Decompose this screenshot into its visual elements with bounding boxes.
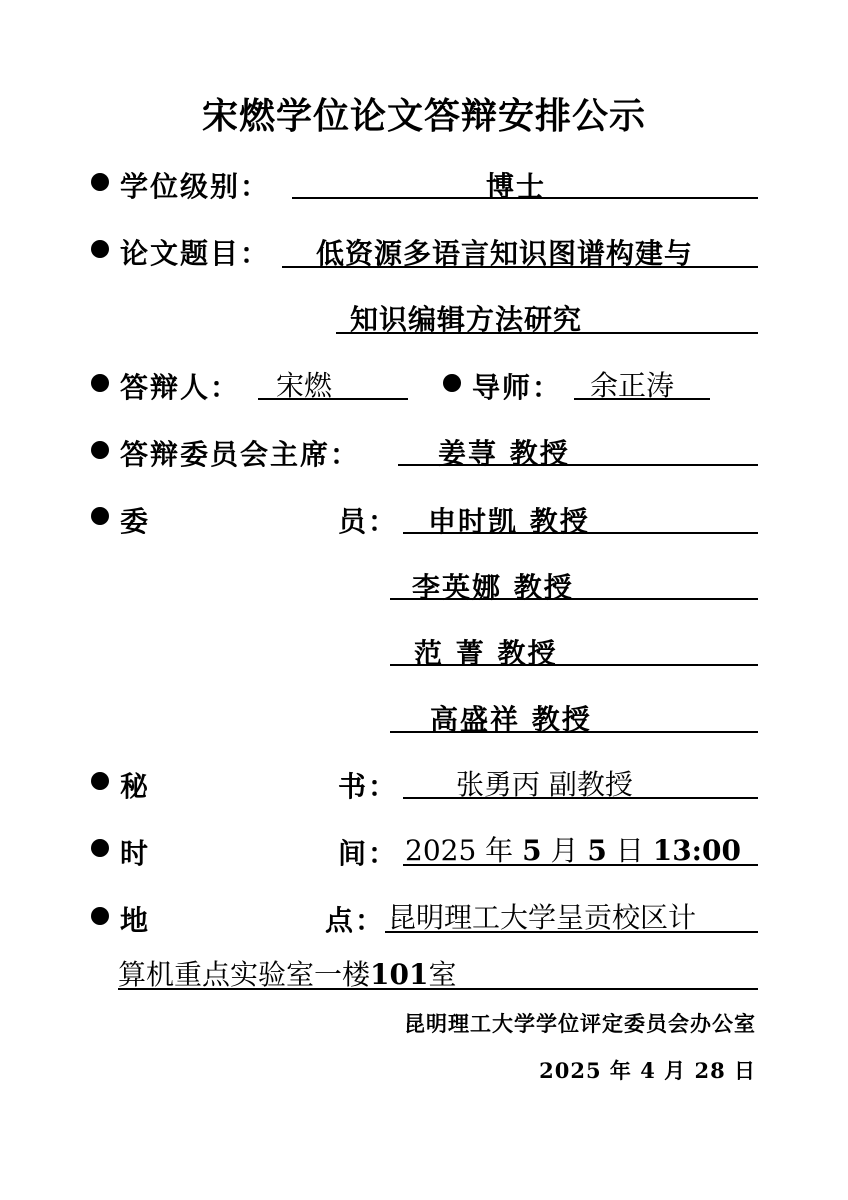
thesis-title-line2: 知识编辑方法研究 bbox=[350, 303, 583, 336]
bullet-icon bbox=[91, 772, 109, 790]
time-month: 5 bbox=[522, 834, 542, 867]
location-label-right: 点： bbox=[325, 904, 386, 937]
member-2: 李英娜 教授 bbox=[412, 571, 574, 604]
footer-date: 2025 年 4 月 28 日 bbox=[539, 1058, 756, 1083]
bullet-icon bbox=[91, 839, 109, 857]
bullet-icon bbox=[443, 374, 461, 392]
members-label-left: 委 bbox=[120, 505, 151, 538]
bullet-icon bbox=[91, 374, 109, 392]
time-year-unit: 年 bbox=[485, 834, 514, 867]
members-label-right: 员： bbox=[338, 505, 399, 538]
time-day: 5 bbox=[587, 834, 607, 867]
degree-label: 学位级别： bbox=[120, 170, 271, 203]
location-line1: 昆明理工大学呈贡校区计 bbox=[388, 901, 697, 934]
member-1: 申时凯 教授 bbox=[428, 505, 590, 538]
time-month-unit: 月 bbox=[550, 834, 579, 867]
thesis-label: 论文题目： bbox=[120, 237, 271, 270]
member-4: 高盛祥 教授 bbox=[430, 703, 592, 736]
secretary-value: 张勇丙 副教授 bbox=[456, 768, 633, 801]
secretary-label-left: 秘 bbox=[120, 770, 151, 803]
defender-label: 答辩人： bbox=[120, 371, 241, 404]
bullet-icon bbox=[91, 507, 109, 525]
location-line2-text: 算机重点实验室一楼 bbox=[118, 958, 371, 991]
member-3: 范 菁 教授 bbox=[414, 637, 558, 670]
chair-label: 答辩委员会主席： bbox=[120, 438, 361, 471]
time-label-right: 间： bbox=[338, 837, 399, 870]
secretary-label-right: 书： bbox=[338, 770, 399, 803]
location-room-unit: 室 bbox=[428, 958, 457, 991]
advisor-label: 导师： bbox=[472, 371, 563, 404]
thesis-title-line1: 低资源多语言知识图谱构建与 bbox=[316, 237, 694, 270]
page-title: 宋燃学位论文答辩安排公示 bbox=[201, 96, 646, 137]
footer-org: 昆明理工大学学位评定委员会办公室 bbox=[404, 1011, 756, 1036]
location-label-left: 地 bbox=[120, 904, 151, 937]
degree-value: 博士 bbox=[486, 170, 547, 203]
location-line2 bbox=[118, 953, 456, 993]
bullet-icon bbox=[91, 240, 109, 258]
advisor-value: 余正涛 bbox=[590, 369, 675, 402]
time-label-left: 时 bbox=[120, 837, 151, 870]
location-room-number: 101 bbox=[370, 958, 429, 991]
chair-value: 姜荨 教授 bbox=[438, 437, 570, 470]
bullet-icon bbox=[91, 907, 109, 925]
bullet-icon bbox=[91, 173, 109, 191]
defender-value: 宋燃 bbox=[276, 369, 333, 402]
time-clock: 13:00 bbox=[652, 834, 741, 867]
time-day-unit: 日 bbox=[615, 834, 644, 867]
bullet-icon bbox=[91, 441, 109, 459]
time-year: 2025 bbox=[405, 834, 477, 867]
time-value bbox=[405, 829, 741, 869]
